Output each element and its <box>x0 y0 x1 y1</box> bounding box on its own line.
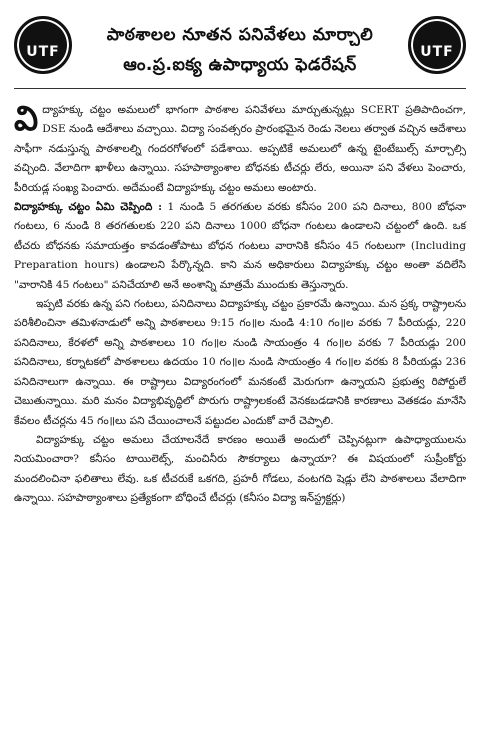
section-label: విద్యాహక్కు చట్టం ఏమి చెప్పింది : <box>14 201 163 214</box>
drop-cap: వి <box>14 99 39 139</box>
headline-block <box>80 20 400 80</box>
paragraph-2-text: 1 నుండి 5 తరగతుల వరకు కనీసం 200 పని దినాలు, 800 బోధనా గంటలు, 6 నుండి 8 తరగతులకు 220 పని దినాలు 1000 బోధనా గంటలు ఉండాలని చట్టంలో ఉంది. ఒక టీచరు బోధనకు సమాయత్తం కావడంతోపాటు బోధన గంటలు వారానికి కనీసం 45 గంటలుగా (Including Preparation hours) ఉండాలని పేర్కొన్నది. కాని మన అధికారులు విద్యాహక్కు చట్టం అంతా వదిలేసి "వారానికి 45 గంటలు" పనిచేయాలి అనే అంశాన్ని మాత్రమే ముందుకు తెస్తున్నారు. <box>14 201 466 291</box>
sub-headline: ఆం.ప్ర.ఐక్య ఉపాధ్యాయ ఫెడరేషన్ <box>123 55 357 75</box>
article-body <box>14 101 466 509</box>
utf-logo-text: UTF <box>26 44 60 60</box>
utf-logo-text: UTF <box>420 44 454 60</box>
paragraph-2 <box>14 198 466 295</box>
paragraph-4: విద్యాహక్కు చట్టం అమలు చేయాలనేదే కారణం అయితే అందులో చెప్పినట్లుగా ఉపాధ్యాయులను నియమించారా? కనీసం టాయిలెట్స్, మంచినీరు సౌకర్యాలు ఉన్నాయా? ఈ విషయంలో సుప్రీంకోర్టు మందలించినా ఫలితాలు లేవు. ఒక టీచరుకే ఒకగది, ప్రహరీ గోడలు, వంటగది షెడ్లు లేని పాఠశాలలు వేలాదిగా ఉన్నాయి. సహపాఠ్యాంశాలు ప్రత్యేకంగా బోధించే టీచర్లు (కనీసం విద్యా ఇన్‌స్ట్రక్టర్లు) <box>14 433 466 505</box>
paragraph-1-text: ద్యాహక్కు చట్టం అమలులో భాగంగా పాఠశాల పనివేళలు మార్చుతున్నట్లు SCERT ప్రతిపాదించగా, DSE నుండి ఆదేశాలు వచ్చాయి. విద్యా సంవత్సరం ప్రారంభమైన రెండు నెలలు తర్వాత వచ్చిన ఆదేశాలు సాఫీగా నడుస్తున్న పాఠశాలల్ని గందరగోళంలో పడేశాయి. అప్పటికే అమలులో ఉన్న టైంటేబుల్స్ మార్చాల్సి వచ్చింది. వేలాదిగా ఖాళీలు ఉన్నాయి. సహపాఠ్యాంశాల బోధనకు టీచర్లు లేరు, అయినా పని వేళలు పెంచారు, పీరియడ్ల సంఖ్య పెంచారు. అదేమంటే విద్యాహక్కు చట్టం అమలు అంటారు. <box>14 104 467 194</box>
paragraph-1 <box>14 101 466 198</box>
utf-logo-right <box>408 16 466 74</box>
paragraph-3: ఇప్పటి వరకు ఉన్న పని గంటలు, పనిదినాలు విద్యాహక్కు చట్టం ప్రకారమే ఉన్నాయి. మన ప్రక్క రాష్ట్రాలను పరిశీలించినా తమిళనాడులో అన్ని పాఠశాలలు 9:15 గం॥ల నుండి 4:10 గం॥ల వరకు 7 పీరియడ్లు, 220 పనిదినాలు, కేరళలో అన్ని పాఠశాలలు 10 గం॥ల నుండి సాయంత్రం 4 గం॥ల వరకు 7 పీరియడ్లు 200 పనిదినాలు, కర్నాటకలో పాఠశాలలు ఉదయం 10 గం॥ల నుండి సాయంత్రం 4 గం॥ల వరకు 8 పీరియడ్లు 236 పనిదినాలుగా ఉన్నాయి. ఈ రాష్ట్రాలు విద్యారంగంలో మనకంటే మెరుగుగా ఉన్నాయని ప్రభుత్వ రిపోర్టులే చెబుతున్నాయి. మరి మనం విద్యాభివృద్ధిలో పొరుగు రాష్ట్రాలకంటే వెనకబడడానికి కారణాలు వెతకడం మానేసి కేవలం టీచర్లను 45 గం॥లు పని చేయించాలనే పట్టుదల ఎందుకో వారే చెప్పాలి. <box>14 298 466 427</box>
headline: పాఠశాలల నూతన పనివేళలు మార్చాలి <box>106 25 374 45</box>
utf-logo-left <box>14 16 72 74</box>
masthead <box>14 6 466 89</box>
